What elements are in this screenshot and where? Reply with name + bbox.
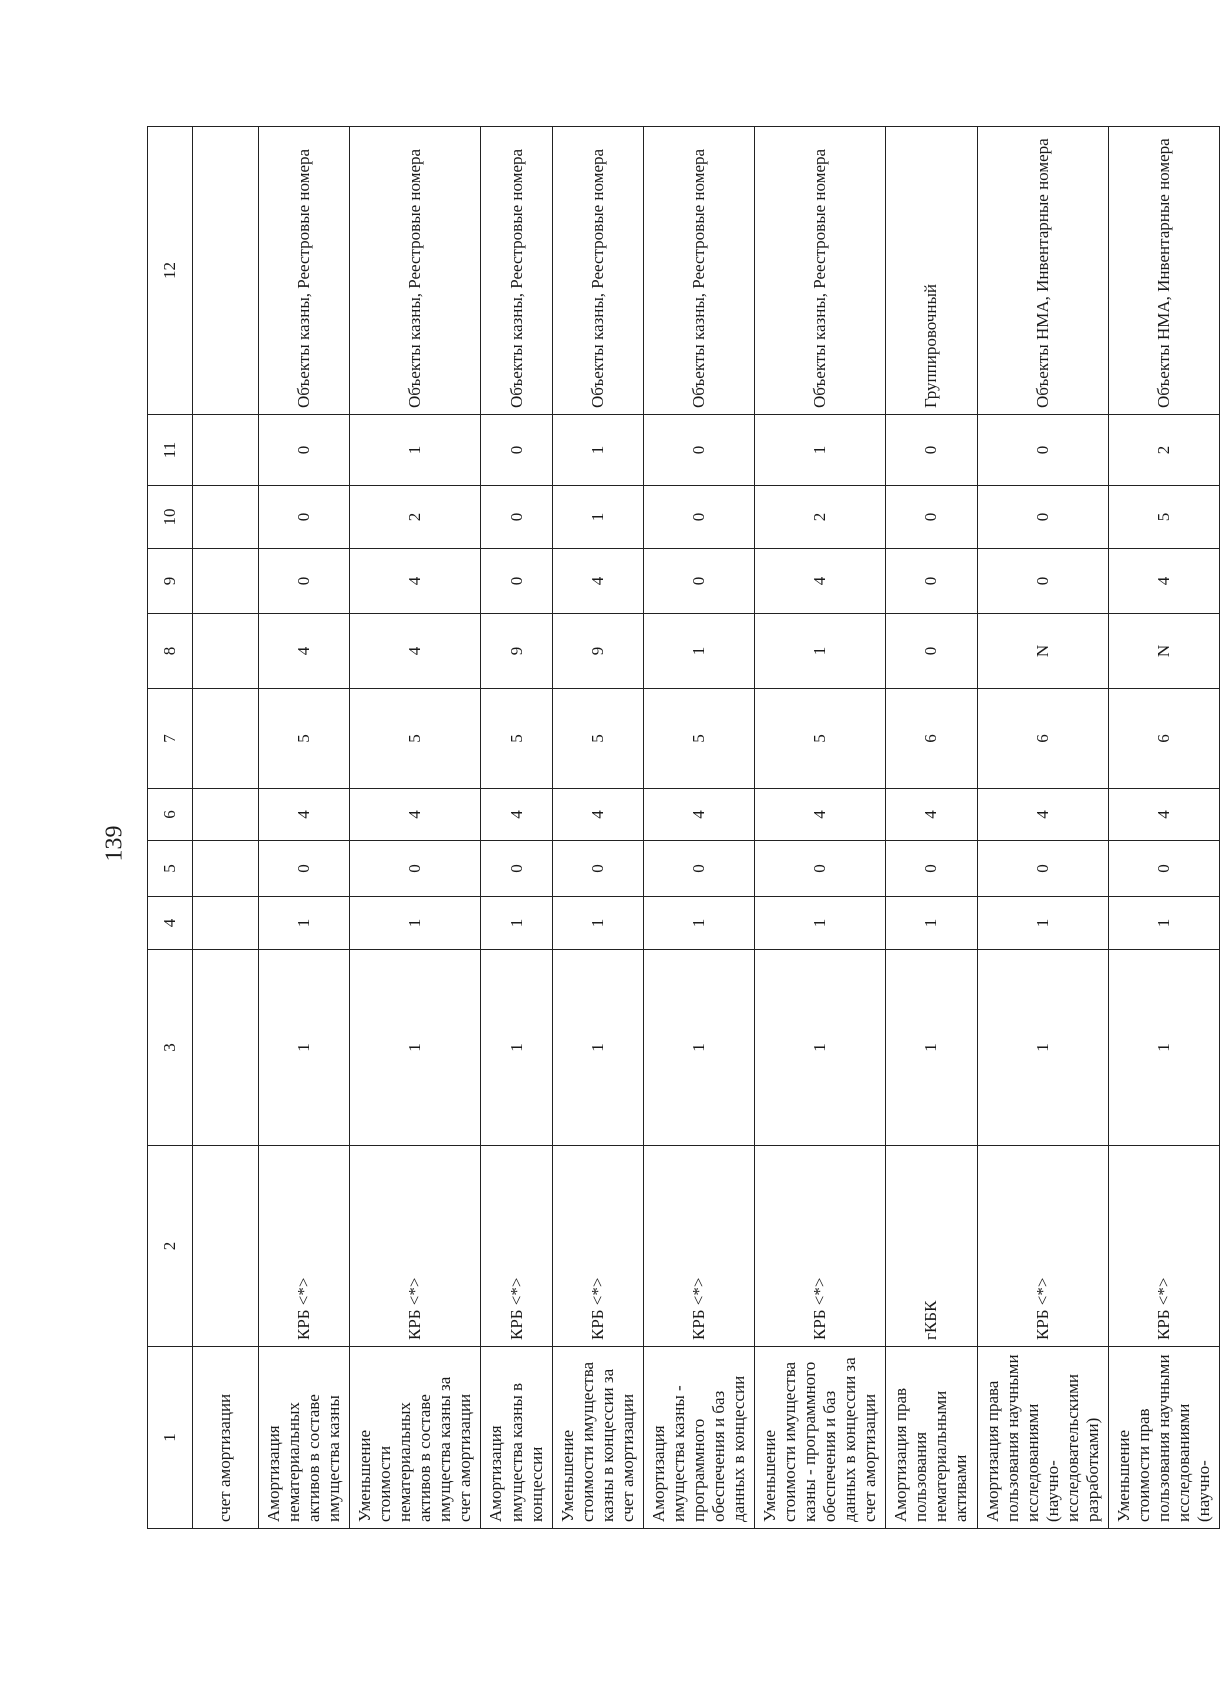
table-row (755, 127, 886, 1529)
cell-code: 1 (1108, 897, 1219, 950)
cell-code: 2 (350, 486, 481, 549)
cell-account-name: Амортизация нематериальных активов в составе имущества казны (259, 1347, 350, 1529)
table-row (350, 127, 481, 1529)
table-row (1108, 127, 1219, 1529)
cell-code: 4 (643, 789, 754, 841)
column-header: 6 (148, 789, 193, 841)
table-row (977, 127, 1108, 1529)
cell-code: 1 (755, 415, 886, 486)
table-row (552, 127, 643, 1529)
cell-code: 0 (259, 415, 350, 486)
cell-code: 1 (643, 897, 754, 950)
cell-code: 4 (350, 549, 481, 614)
cell-code: 5 (481, 689, 552, 789)
cell-kbk-type: гКБК (886, 1146, 977, 1347)
cell-code: 0 (977, 841, 1108, 897)
column-header: 4 (148, 897, 193, 950)
cell-code: 0 (886, 549, 977, 614)
cell-account-name: Уменьшение стоимости имущества казны в концессии за счет амортизации (552, 1347, 643, 1529)
cell-code: 0 (643, 486, 754, 549)
cell-code: 1 (481, 950, 552, 1146)
cell-account-name: Амортизация права пользования научными исследованиями (научно-исследовательскими разработками) (977, 1347, 1108, 1529)
cell-code: 1 (552, 415, 643, 486)
cell-code: 1 (755, 614, 886, 689)
cell-code: 1 (552, 897, 643, 950)
cell-code: 0 (552, 841, 643, 897)
cell-empty (193, 415, 259, 486)
cell-code: 0 (350, 841, 481, 897)
cell-code: 1 (259, 897, 350, 950)
cell-code: 4 (350, 614, 481, 689)
page-number: 139 (101, 825, 128, 862)
cell-code: 0 (481, 486, 552, 549)
cell-code: 4 (259, 789, 350, 841)
cell-analytics: Объекты казны, Реестровые номера (755, 127, 886, 415)
cell-kbk-type: КРБ <*> (350, 1146, 481, 1347)
column-header: 5 (148, 841, 193, 897)
cell-code: 1 (886, 950, 977, 1146)
cell-code: 1 (552, 950, 643, 1146)
cell-kbk-type: КРБ <*> (755, 1146, 886, 1347)
cell-code: 4 (755, 789, 886, 841)
cell-analytics: Объекты НМА, Инвентарные номера (977, 127, 1108, 415)
cell-code: 0 (259, 486, 350, 549)
cell-empty (193, 689, 259, 789)
cell-kbk-type: КРБ <*> (977, 1146, 1108, 1347)
cell-analytics: Объекты казны, Реестровые номера (643, 127, 754, 415)
table-row (643, 127, 754, 1529)
cell-code: 0 (886, 486, 977, 549)
column-header: 8 (148, 614, 193, 689)
cell-code: 0 (886, 415, 977, 486)
cell-code: 0 (643, 841, 754, 897)
cell-code: 1 (350, 897, 481, 950)
cell-code: 0 (481, 549, 552, 614)
cell-code: 1 (481, 897, 552, 950)
cell-code: 1 (755, 897, 886, 950)
cell-kbk-type: КРБ <*> (259, 1146, 350, 1347)
cell-code: 1 (977, 897, 1108, 950)
cell-code: 1 (643, 614, 754, 689)
table-row (481, 127, 552, 1529)
cell-code: 0 (755, 841, 886, 897)
cell-code: 0 (886, 614, 977, 689)
cell-empty (193, 127, 259, 415)
cell-kbk-type: КРБ <*> (481, 1146, 552, 1347)
cell-code: 5 (643, 689, 754, 789)
table-row (259, 127, 350, 1529)
cell-account-name: Амортизация прав пользования нематериальными активами (886, 1347, 977, 1529)
cell-kbk-type: КРБ <*> (552, 1146, 643, 1347)
cell-analytics: Группировочный (886, 127, 977, 415)
cell-empty (193, 614, 259, 689)
cell-code: N (977, 614, 1108, 689)
cell-code: 5 (259, 689, 350, 789)
cell-code: 0 (977, 415, 1108, 486)
cell-account-name: Уменьшение стоимости имущества казны - программного обеспечения и баз данных в концессии за счет амортизации (755, 1347, 886, 1529)
accounts-table (147, 126, 1220, 1529)
cell-code: 6 (1108, 689, 1219, 789)
column-header: 1 (148, 1347, 193, 1529)
cell-analytics: Объекты казны, Реестровые номера (350, 127, 481, 415)
cell-code: 4 (259, 614, 350, 689)
cell-code: 9 (481, 614, 552, 689)
cell-code: 4 (755, 549, 886, 614)
column-header: 3 (148, 950, 193, 1146)
cell-empty (193, 841, 259, 897)
cell-account-name: счет амортизации (193, 1347, 259, 1529)
cell-code: 0 (643, 415, 754, 486)
column-header: 12 (148, 127, 193, 415)
column-header: 7 (148, 689, 193, 789)
continued-row (193, 127, 259, 1529)
cell-code: 1 (886, 897, 977, 950)
cell-code: 1 (552, 486, 643, 549)
cell-account-name: Амортизация имущества казны - программного обеспечения и баз данных в концессии (643, 1347, 754, 1529)
cell-code: 0 (977, 549, 1108, 614)
cell-code: 5 (1108, 486, 1219, 549)
cell-code: 1 (350, 950, 481, 1146)
cell-code: 0 (481, 841, 552, 897)
cell-code: 4 (1108, 789, 1219, 841)
rotated-table-container (147, 127, 1213, 1529)
cell-code: 0 (643, 549, 754, 614)
cell-code: 4 (552, 549, 643, 614)
cell-analytics: Объекты казны, Реестровые номера (481, 127, 552, 415)
cell-code: 1 (755, 950, 886, 1146)
cell-code: 5 (552, 689, 643, 789)
cell-code: 9 (552, 614, 643, 689)
cell-code: 4 (886, 789, 977, 841)
column-header: 9 (148, 549, 193, 614)
cell-analytics: Объекты казны, Реестровые номера (552, 127, 643, 415)
cell-code: 4 (1108, 549, 1219, 614)
cell-code: 0 (481, 415, 552, 486)
cell-empty (193, 897, 259, 950)
cell-code: 2 (755, 486, 886, 549)
cell-code: 0 (259, 841, 350, 897)
cell-code: 2 (1108, 415, 1219, 486)
cell-empty (193, 950, 259, 1146)
cell-code: 0 (886, 841, 977, 897)
cell-code: 4 (552, 789, 643, 841)
cell-empty (193, 549, 259, 614)
cell-account-name: Уменьшение стоимости прав пользования научными исследованиями (научно- (1108, 1347, 1219, 1529)
cell-code: 4 (977, 789, 1108, 841)
cell-code: N (1108, 614, 1219, 689)
cell-code: 0 (977, 486, 1108, 549)
cell-analytics: Объекты НМА, Инвентарные номера (1108, 127, 1219, 415)
cell-kbk-type: КРБ <*> (1108, 1146, 1219, 1347)
cell-account-name: Амортизация имущества казны в концессии (481, 1347, 552, 1529)
cell-code: 4 (350, 789, 481, 841)
cell-code: 1 (1108, 950, 1219, 1146)
cell-code: 5 (755, 689, 886, 789)
cell-code: 5 (350, 689, 481, 789)
cell-empty (193, 1146, 259, 1347)
column-header: 11 (148, 415, 193, 486)
cell-empty (193, 789, 259, 841)
column-header: 10 (148, 486, 193, 549)
cell-code: 1 (259, 950, 350, 1146)
cell-code: 1 (350, 415, 481, 486)
cell-code: 0 (1108, 841, 1219, 897)
table-row (886, 127, 977, 1529)
cell-kbk-type: КРБ <*> (643, 1146, 754, 1347)
cell-code: 6 (886, 689, 977, 789)
cell-code: 4 (481, 789, 552, 841)
cell-code: 1 (977, 950, 1108, 1146)
header-row (148, 127, 193, 1529)
cell-code: 0 (259, 549, 350, 614)
column-header: 2 (148, 1146, 193, 1347)
cell-code: 6 (977, 689, 1108, 789)
cell-analytics: Объекты казны, Реестровые номера (259, 127, 350, 415)
cell-account-name: Уменьшение стоимости нематериальных активов в составе имущества казны за счет амортизации (350, 1347, 481, 1529)
cell-empty (193, 486, 259, 549)
cell-code: 1 (643, 950, 754, 1146)
